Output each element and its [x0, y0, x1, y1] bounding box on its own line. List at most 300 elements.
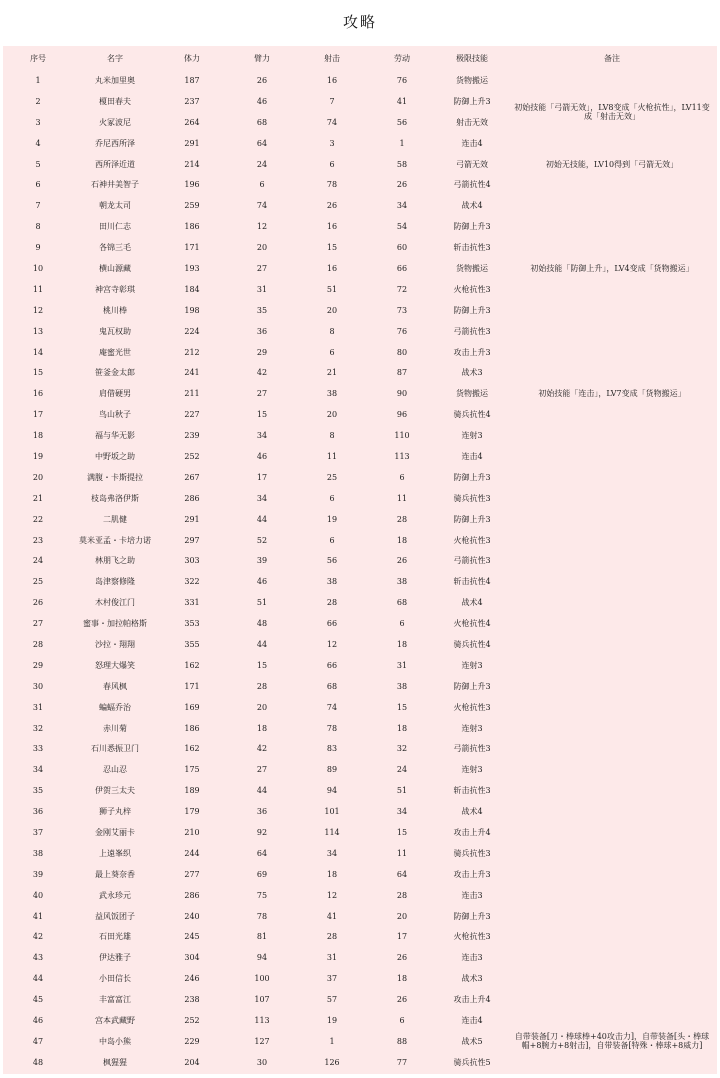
- cell-stamina: 193: [184, 263, 200, 273]
- cell-labor: 6: [399, 472, 405, 482]
- cell-name: 小田信长: [99, 974, 131, 984]
- cell-name: 中岛小熊: [99, 1036, 131, 1046]
- cell-limit-skill: 防御上升3: [453, 514, 491, 524]
- cell-stamina: 184: [184, 284, 200, 294]
- strategy-table-container: [3, 46, 717, 1074]
- cell-stamina: 198: [184, 305, 200, 315]
- cell-index: 9: [35, 243, 41, 253]
- cell-stamina: 212: [184, 347, 200, 357]
- cell-labor: 34: [396, 201, 408, 211]
- cell-labor: 18: [396, 974, 408, 984]
- cell-index: 6: [35, 180, 41, 190]
- cell-labor: 1: [399, 138, 405, 148]
- cell-labor: 20: [396, 911, 408, 921]
- cell-limit-skill: 斩击抗性3: [453, 243, 491, 253]
- cell-name: 武永珍元: [99, 890, 131, 900]
- cell-arm-strength: 94: [256, 953, 268, 963]
- cell-stamina: 246: [184, 974, 200, 984]
- cell-index: 11: [32, 284, 44, 294]
- cell-shooting: 56: [326, 556, 338, 566]
- cell-shooting: 26: [326, 201, 338, 211]
- cell-arm-strength: 42: [256, 368, 268, 378]
- cell-labor: 76: [396, 75, 408, 85]
- cell-index: 21: [32, 493, 44, 503]
- cell-stamina: 297: [184, 535, 200, 545]
- cell-name: 伊达雅子: [99, 953, 131, 963]
- cell-name: 二肌健: [103, 514, 127, 524]
- cell-labor: 17: [396, 932, 408, 942]
- table-row: [3, 279, 717, 300]
- cell-name: 狮子丸梓: [99, 807, 131, 817]
- cell-name: 桃川棒: [103, 305, 127, 315]
- cell-name: 忍山忍: [103, 765, 127, 775]
- cell-stamina: 171: [184, 243, 200, 253]
- cell-labor: 18: [396, 639, 408, 649]
- cell-stamina: 187: [184, 75, 200, 85]
- cell-shooting: 16: [326, 222, 338, 232]
- cell-shooting: 34: [326, 848, 338, 858]
- cell-name: 丸米加里奥: [95, 75, 135, 85]
- cell-labor: 54: [396, 222, 408, 232]
- table-body: [3, 70, 717, 1073]
- cell-stamina: 224: [184, 326, 200, 336]
- cell-note: [507, 174, 717, 258]
- cell-stamina: 196: [184, 180, 200, 190]
- cell-limit-skill: 弓箭抗性3: [453, 744, 491, 754]
- cell-name: 莫米亚孟・卡培力诺: [79, 535, 151, 545]
- cell-stamina: 210: [184, 828, 200, 837]
- cell-shooting: 16: [326, 263, 338, 273]
- cell-stamina: 277: [184, 869, 200, 879]
- header-stamina: 体力: [184, 53, 200, 63]
- cell-limit-skill: 连射3: [461, 723, 483, 733]
- cell-limit-skill: 防御上升3: [453, 305, 491, 315]
- cell-labor: 6: [399, 1016, 405, 1026]
- cell-labor: 90: [396, 389, 408, 399]
- cell-shooting: 12: [326, 890, 338, 900]
- cell-labor: 34: [396, 807, 408, 817]
- cell-labor: 87: [396, 368, 408, 378]
- cell-arm-strength: 34: [256, 493, 268, 503]
- cell-labor: 24: [396, 765, 408, 775]
- cell-index: 22: [32, 514, 44, 524]
- cell-limit-skill: 防御上升3: [453, 911, 491, 921]
- cell-arm-strength: 107: [254, 995, 270, 1005]
- cell-limit-skill: 战术4: [461, 807, 483, 817]
- cell-arm-strength: 44: [256, 639, 268, 649]
- cell-name: 田川仁志: [99, 222, 131, 232]
- cell-shooting: 89: [326, 765, 338, 775]
- cell-name: 鸟山秋子: [99, 410, 131, 420]
- cell-name: 石神井美智子: [91, 180, 139, 190]
- cell-shooting: 83: [326, 744, 338, 754]
- table-row: [3, 258, 717, 279]
- header-arm-strength: 臂力: [254, 53, 270, 63]
- cell-limit-skill: 战术4: [461, 201, 483, 211]
- cell-index: 48: [32, 1057, 44, 1067]
- cell-labor: 41: [396, 96, 408, 106]
- cell-note: 初始无技能，LV10得到「弓箭无效」: [545, 159, 679, 169]
- cell-note: 初始技能「防御上升」，LV4变成「货物搬运」: [530, 263, 694, 273]
- cell-labor: 68: [396, 598, 408, 608]
- cell-limit-skill: 连射3: [461, 765, 483, 775]
- cell-limit-skill: 攻击上升4: [453, 828, 491, 837]
- cell-labor: 51: [396, 786, 408, 796]
- header-notes: 备注: [604, 53, 620, 63]
- cell-shooting: 6: [329, 159, 335, 169]
- cell-index: 26: [32, 598, 44, 608]
- cell-index: 10: [32, 263, 44, 273]
- cell-shooting: 57: [326, 995, 338, 1005]
- cell-stamina: 286: [184, 493, 200, 503]
- cell-index: 30: [32, 681, 44, 691]
- cell-limit-skill: 骑兵抗性3: [453, 848, 491, 858]
- cell-name: 朝龙太司: [99, 201, 131, 211]
- cell-labor: 18: [396, 535, 408, 545]
- cell-limit-skill: 战术4: [461, 598, 483, 608]
- cell-name: 笹釜金太郎: [95, 368, 135, 378]
- cell-labor: 15: [396, 702, 408, 712]
- cell-name: 石田光雄: [99, 932, 131, 942]
- cell-limit-skill: 货物搬运: [456, 389, 488, 399]
- cell-note: 初始技能「弓箭无效」，LV8变成「火枪抗性」，LV11变成「射击无效」: [514, 102, 710, 121]
- cell-name: 满腹・卡斯提拉: [87, 472, 143, 482]
- cell-arm-strength: 6: [259, 180, 265, 190]
- header-limit-skill: 极限技能: [456, 53, 488, 63]
- cell-labor: 6: [399, 619, 405, 629]
- cell-stamina: 286: [184, 890, 200, 900]
- cell-limit-skill: 连击4: [461, 1016, 483, 1026]
- cell-name: 伊贺三太夫: [95, 786, 135, 796]
- cell-arm-strength: 46: [256, 577, 268, 587]
- cell-name: 怒理大爆笑: [95, 660, 135, 670]
- cell-stamina: 189: [184, 786, 200, 796]
- cell-name: 蜜事・加拉帕格斯: [83, 619, 147, 629]
- cell-shooting: 12: [326, 639, 338, 649]
- cell-index: 32: [32, 723, 44, 733]
- cell-stamina: 227: [184, 410, 200, 420]
- cell-arm-strength: 39: [256, 556, 268, 566]
- cell-index: 12: [32, 305, 44, 315]
- cell-index: 33: [32, 744, 44, 754]
- cell-limit-skill: 连击3: [461, 953, 483, 963]
- cell-index: 25: [32, 577, 44, 587]
- cell-arm-strength: 48: [256, 619, 268, 629]
- cell-limit-skill: 骑兵抗性5: [453, 1057, 491, 1067]
- cell-shooting: 74: [326, 117, 338, 127]
- cell-stamina: 239: [184, 431, 200, 441]
- cell-shooting: 7: [329, 96, 335, 106]
- cell-name: 横山源藏: [99, 263, 131, 273]
- cell-stamina: 211: [184, 389, 200, 399]
- cell-stamina: 244: [184, 848, 200, 858]
- cell-labor: 60: [396, 243, 408, 253]
- cell-stamina: 322: [184, 577, 200, 587]
- cell-labor: 32: [396, 744, 408, 754]
- cell-limit-skill: 火枪抗性3: [453, 932, 491, 942]
- cell-arm-strength: 27: [256, 389, 268, 399]
- cell-arm-strength: 24: [256, 159, 268, 169]
- cell-arm-strength: 46: [256, 451, 268, 461]
- cell-index: 35: [32, 786, 44, 796]
- cell-labor: 110: [394, 431, 410, 441]
- cell-index: 16: [32, 389, 44, 399]
- cell-arm-strength: 36: [256, 807, 268, 817]
- cell-name: 中野坂之助: [95, 451, 135, 461]
- cell-index: 27: [32, 619, 44, 629]
- cell-arm-strength: 30: [256, 1057, 268, 1067]
- cell-limit-skill: 攻击上升3: [453, 347, 491, 357]
- cell-name: 赤川菊: [103, 723, 127, 733]
- cell-index: 4: [35, 138, 41, 148]
- cell-limit-skill: 货物搬运: [456, 263, 488, 273]
- cell-labor: 28: [396, 514, 408, 524]
- table-row: [3, 1010, 717, 1031]
- cell-stamina: 241: [184, 368, 200, 378]
- cell-labor: 113: [394, 451, 410, 461]
- cell-shooting: 78: [326, 723, 338, 733]
- cell-shooting: 94: [326, 786, 338, 796]
- cell-shooting: 6: [329, 535, 335, 545]
- cell-shooting: 41: [326, 911, 338, 921]
- cell-stamina: 304: [184, 953, 200, 963]
- cell-labor: 15: [396, 828, 408, 837]
- cell-labor: 76: [396, 326, 408, 336]
- cell-labor: 64: [396, 869, 408, 879]
- cell-stamina: 237: [184, 96, 200, 106]
- cell-shooting: 6: [329, 493, 335, 503]
- cell-limit-skill: 斩击抗性3: [453, 786, 491, 796]
- cell-shooting: 19: [326, 514, 338, 524]
- cell-note: [507, 279, 717, 383]
- table-header-row: [3, 46, 717, 70]
- cell-stamina: 162: [184, 660, 200, 670]
- cell-labor: 26: [396, 953, 408, 963]
- cell-arm-strength: 51: [256, 598, 268, 608]
- cell-limit-skill: 攻击上升4: [453, 995, 491, 1005]
- cell-arm-strength: 12: [256, 222, 268, 232]
- cell-index: 45: [32, 995, 44, 1005]
- cell-stamina: 238: [184, 995, 200, 1005]
- cell-arm-strength: 46: [256, 96, 268, 106]
- cell-index: 5: [35, 159, 41, 169]
- cell-shooting: 68: [326, 681, 338, 691]
- cell-arm-strength: 69: [256, 869, 268, 879]
- cell-index: 13: [32, 326, 44, 336]
- cell-limit-skill: 弓箭无效: [456, 159, 488, 169]
- cell-stamina: 259: [184, 201, 200, 211]
- cell-limit-skill: 防御上升3: [453, 222, 491, 232]
- cell-limit-skill: 火枪抗性4: [453, 619, 491, 629]
- cell-shooting: 20: [326, 410, 338, 420]
- cell-labor: 56: [396, 117, 408, 127]
- cell-shooting: 21: [326, 368, 338, 378]
- cell-labor: 18: [396, 723, 408, 733]
- cell-shooting: 3: [329, 138, 335, 148]
- cell-shooting: 114: [324, 828, 340, 837]
- cell-index: 31: [32, 702, 44, 712]
- cell-name: 春风枫: [103, 681, 127, 691]
- cell-index: 19: [32, 451, 44, 461]
- cell-arm-strength: 75: [256, 890, 268, 900]
- cell-index: 38: [32, 848, 44, 858]
- cell-index: 41: [32, 911, 44, 921]
- cell-arm-strength: 78: [256, 911, 268, 921]
- cell-stamina: 245: [184, 932, 200, 942]
- cell-arm-strength: 18: [256, 723, 268, 733]
- cell-stamina: 229: [184, 1036, 200, 1046]
- header-labor: 劳动: [394, 53, 410, 63]
- cell-index: 20: [32, 472, 44, 482]
- cell-arm-strength: 44: [256, 786, 268, 796]
- cell-arm-strength: 20: [256, 702, 268, 712]
- cell-arm-strength: 31: [256, 284, 268, 294]
- cell-arm-strength: 64: [256, 848, 268, 858]
- cell-index: 8: [35, 222, 41, 232]
- cell-limit-skill: 战术3: [461, 368, 483, 378]
- cell-name: 上遠峯织: [99, 848, 131, 858]
- cell-arm-strength: 74: [256, 201, 268, 211]
- cell-arm-strength: 127: [254, 1036, 270, 1046]
- cell-index: 14: [32, 347, 44, 357]
- cell-stamina: 169: [184, 702, 200, 712]
- cell-labor: 80: [396, 347, 408, 357]
- cell-shooting: 8: [329, 431, 335, 441]
- header-name: 名字: [107, 53, 123, 63]
- cell-index: 1: [35, 75, 41, 85]
- cell-stamina: 175: [184, 765, 200, 775]
- cell-stamina: 353: [184, 619, 200, 629]
- cell-stamina: 267: [184, 472, 200, 482]
- cell-arm-strength: 52: [256, 535, 268, 545]
- cell-index: 15: [32, 368, 44, 378]
- cell-limit-skill: 货物搬运: [456, 75, 488, 85]
- cell-labor: 58: [396, 159, 408, 169]
- cell-name: 庵蜜光世: [99, 347, 131, 357]
- cell-labor: 38: [396, 577, 408, 587]
- cell-name: 金刚艾丽卡: [95, 828, 135, 837]
- cell-shooting: 51: [326, 284, 338, 294]
- cell-labor: 28: [396, 890, 408, 900]
- cell-index: 3: [35, 117, 41, 127]
- cell-name: 枫猩猩: [103, 1057, 127, 1067]
- cell-shooting: 18: [326, 869, 338, 879]
- cell-stamina: 303: [184, 556, 200, 566]
- cell-labor: 73: [396, 305, 408, 315]
- cell-name: 林朋飞之助: [95, 556, 135, 566]
- cell-index: 28: [32, 639, 44, 649]
- cell-name: 福与华无影: [95, 431, 135, 441]
- cell-labor: 88: [396, 1036, 408, 1046]
- cell-arm-strength: 68: [256, 117, 268, 127]
- cell-name: 榎田春夫: [99, 96, 131, 106]
- cell-shooting: 8: [329, 326, 335, 336]
- cell-limit-skill: 弓箭抗性3: [453, 556, 491, 566]
- cell-limit-skill: 火枪抗性3: [453, 535, 491, 545]
- cell-name: 岛津察修隆: [95, 577, 135, 587]
- table-row: [3, 383, 717, 404]
- cell-shooting: 74: [326, 702, 338, 712]
- cell-arm-strength: 27: [256, 263, 268, 273]
- cell-stamina: 240: [184, 911, 200, 921]
- cell-limit-skill: 连射3: [461, 431, 483, 441]
- cell-index: 7: [35, 201, 41, 211]
- cell-labor: 96: [396, 410, 408, 420]
- cell-limit-skill: 弓箭抗性3: [453, 326, 491, 336]
- cell-shooting: 16: [326, 75, 338, 85]
- cell-arm-strength: 64: [256, 138, 268, 148]
- cell-index: 43: [32, 953, 44, 963]
- cell-arm-strength: 35: [256, 305, 268, 315]
- cell-shooting: 38: [326, 577, 338, 587]
- cell-name: 最上葵奈香: [95, 869, 135, 879]
- cell-name: 火冢波尼: [99, 117, 131, 127]
- cell-limit-skill: 连击4: [461, 138, 483, 148]
- cell-shooting: 126: [324, 1057, 340, 1067]
- cell-shooting: 66: [326, 660, 338, 670]
- cell-shooting: 15: [326, 243, 338, 253]
- cell-stamina: 179: [184, 807, 200, 817]
- cell-name: 益风饭团子: [95, 911, 135, 921]
- cell-arm-strength: 26: [256, 75, 268, 85]
- cell-limit-skill: 火枪抗性3: [453, 284, 491, 294]
- cell-shooting: 19: [326, 1016, 338, 1026]
- cell-note: 初始技能「连击」，LV7变成「货物搬运」: [538, 389, 686, 399]
- cell-stamina: 204: [184, 1057, 200, 1067]
- cell-shooting: 31: [326, 953, 338, 963]
- cell-arm-strength: 27: [256, 765, 268, 775]
- cell-arm-strength: 17: [256, 472, 268, 482]
- cell-name: 肩借硬男: [99, 389, 131, 399]
- cell-shooting: 66: [326, 619, 338, 629]
- cell-name: 丰富富江: [99, 995, 131, 1005]
- cell-index: 47: [32, 1036, 44, 1046]
- cell-index: 18: [32, 431, 44, 441]
- cell-shooting: 37: [326, 974, 338, 984]
- cell-arm-strength: 100: [254, 974, 270, 984]
- cell-arm-strength: 44: [256, 514, 268, 524]
- cell-index: 2: [35, 96, 41, 106]
- cell-name: 蝙蝠乔治: [99, 702, 131, 712]
- cell-stamina: 355: [184, 639, 200, 649]
- header-index: 序号: [30, 53, 46, 63]
- header-shooting: 射击: [324, 53, 340, 63]
- cell-arm-strength: 15: [256, 410, 268, 420]
- cell-stamina: 264: [184, 117, 200, 127]
- cell-name: 鬼瓦权助: [99, 326, 131, 336]
- cell-labor: 11: [396, 848, 408, 858]
- cell-index: 17: [32, 410, 44, 420]
- cell-labor: 11: [396, 493, 408, 503]
- cell-limit-skill: 骑兵抗性3: [453, 493, 491, 503]
- cell-name: 枝岛弗洛伊斯: [91, 493, 139, 503]
- cell-limit-skill: 骑兵抗性4: [453, 639, 491, 649]
- table-row: [3, 70, 717, 91]
- cell-arm-strength: 113: [254, 1016, 270, 1026]
- cell-shooting: 28: [326, 598, 338, 608]
- cell-limit-skill: 连击3: [461, 890, 483, 900]
- cell-stamina: 252: [184, 451, 200, 461]
- cell-arm-strength: 36: [256, 326, 268, 336]
- cell-labor: 66: [396, 263, 408, 273]
- cell-shooting: 38: [326, 389, 338, 399]
- cell-index: 29: [32, 660, 44, 670]
- cell-stamina: 171: [184, 681, 200, 691]
- cell-arm-strength: 81: [256, 932, 268, 942]
- cell-name: 木村俊江门: [95, 598, 135, 608]
- cell-name: 宫本武藏野: [95, 1016, 135, 1026]
- cell-name: 乔尼西所泽: [95, 138, 135, 148]
